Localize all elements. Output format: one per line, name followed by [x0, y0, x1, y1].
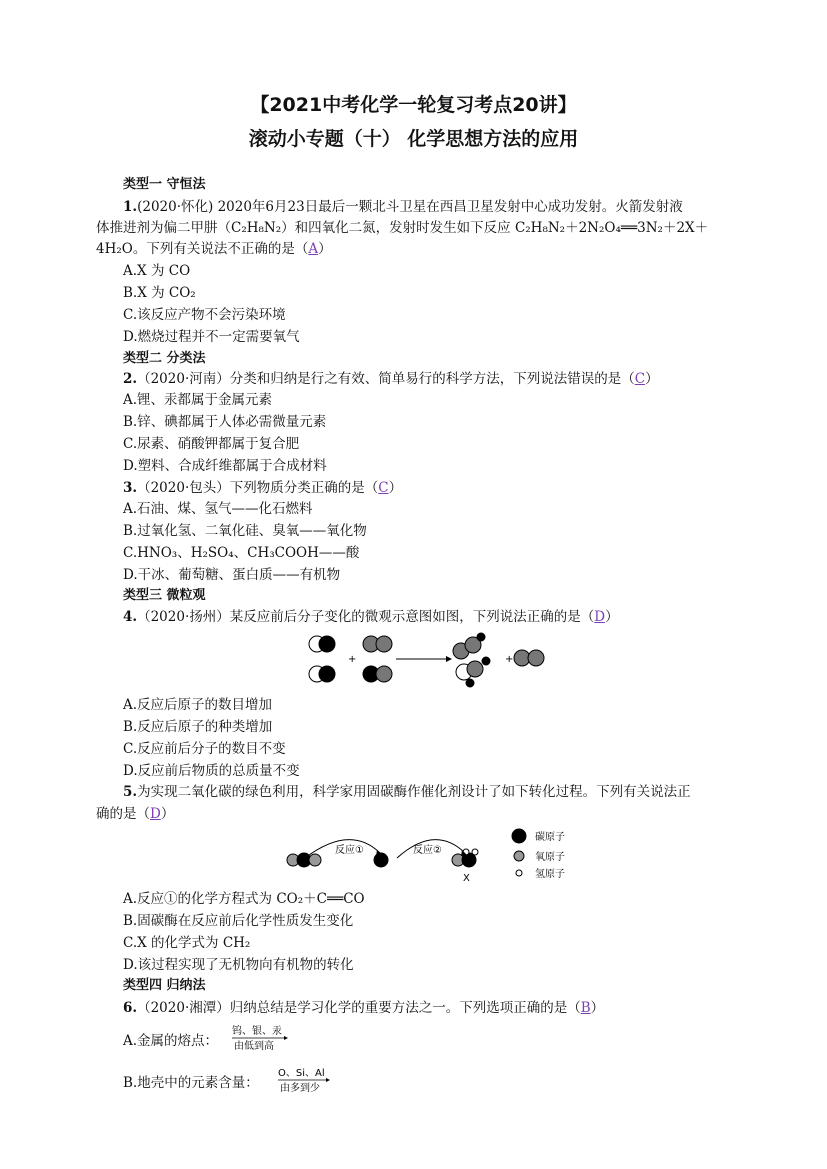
legend-oxygen: 氧原子 — [535, 852, 565, 863]
q1-line-3: 4H₂O。下列有关说法不正确的是（A） — [96, 241, 332, 257]
q6-answer: B — [580, 1000, 591, 1016]
section-heading-4: 类型四 归纳法 — [123, 978, 206, 993]
q1-option-d: D.燃烧过程并不一定需要氧气 — [123, 329, 300, 345]
q6-option-a-arrow — [228, 1024, 294, 1054]
q1-line-2: 体推进剂为偏二甲肼（C₂H₈N₂）和四氧化二氮，发射时发生如下反应 C₂H₈N₂＋2N₂O₄══3N₂＋2X＋ — [96, 220, 709, 236]
section-heading-2: 类型二 分类法 — [123, 351, 206, 366]
q4-answer: D — [594, 609, 606, 625]
q3-answer: C — [378, 480, 389, 496]
q2-answer: C — [634, 371, 646, 387]
q2-option-a: A.锂、汞都属于金属元素 — [123, 392, 273, 408]
page-title-1: 【2021中考化学一轮复习考点20讲】 — [250, 94, 577, 116]
q3-option-a: A.石油、煤、氢气——化石燃料 — [123, 501, 313, 517]
plus-sign: + — [348, 654, 357, 665]
svg-text:O、Si、Al: O、Si、Al — [278, 1068, 325, 1079]
svg-text:由多到少: 由多到少 — [280, 1083, 320, 1094]
section-heading-3: 类型三 微粒观 — [123, 588, 206, 603]
q5-answer: D — [150, 806, 161, 822]
svg-text:由低到高: 由低到高 — [234, 1041, 274, 1052]
q1-option-b: B.X 为 CO₂ — [123, 285, 196, 301]
svg-text:钨、银、汞: 钨、银、汞 — [232, 1026, 282, 1037]
q6-option-b: B.地壳中的元素含量： — [123, 1075, 259, 1091]
q4-option-c: C.反应前后分子的数目不变 — [123, 741, 286, 757]
q1-line-1: 1.(2020·怀化) 2020年6月23日最后一颗北斗卫星在西昌卫星发射中心成功发射。火箭发射液 — [123, 199, 683, 215]
q3-option-c: C.HNO₃、H₂SO₄、CH₃COOH——酸 — [123, 545, 360, 561]
q3-option-b: B.过氧化氢、二氧化硅、臭氧——氧化物 — [123, 523, 367, 539]
q3-stem: 3.（2020·包头）下列物质分类正确的是（C） — [123, 480, 403, 496]
q2-option-c: C.尿素、硝酸钾都属于复合肥 — [123, 436, 300, 452]
q4-option-a: A.反应后原子的数目增加 — [123, 697, 273, 713]
q5-line-1: 5.为实现二氧化碳的绿色利用，科学家用固碳酶作催化剂设计了如下转化过程。下列有关说法正 — [123, 784, 691, 800]
q1-answer: A — [308, 241, 319, 257]
reaction-2-label: 反应② — [413, 845, 442, 856]
q5-conversion-diagram — [285, 828, 605, 884]
q2-option-d: D.塑料、合成纤维都属于合成材料 — [123, 458, 327, 474]
reaction-1-label: 反应① — [335, 845, 364, 856]
legend-hydrogen: 氢原子 — [535, 869, 565, 880]
q4-option-b: B.反应后原子的种类增加 — [123, 719, 273, 735]
q2-option-b: B.锌、碘都属于人体必需微量元素 — [123, 414, 327, 430]
q4-stem: 4.（2020·扬州）某反应前后分子变化的微观示意图如图，下列说法正确的是（D） — [123, 609, 619, 625]
section-heading-1: 类型一 守恒法 — [123, 177, 206, 192]
plus-sign: + — [505, 654, 514, 665]
q5-line-2: 确的是（D） — [96, 806, 175, 822]
q6-stem: 6.（2020·湘潭）归纳总结是学习化学的重要方法之一。下列选项正确的是（B） — [123, 1000, 605, 1016]
q2-stem: 2.（2020·河南）分类和归纳是行之有效、简单易行的科学方法，下列说法错误的是（C） — [123, 371, 659, 387]
q5-option-c: C.X 的化学式为 CH₂ — [123, 935, 251, 951]
q5-option-b: B.固碳酶在反应前后化学性质发生变化 — [123, 913, 354, 929]
q3-option-d: D.干冰、葡萄糖、蛋白质——有机物 — [123, 567, 341, 583]
q4-molecule-diagram — [300, 628, 560, 694]
q6-option-a: A.金属的熔点： — [123, 1033, 219, 1049]
q5-option-a: A.反应①的化学方程式为 CO₂＋C══CO — [123, 891, 365, 907]
q1-option-a: A.X 为 CO — [123, 263, 191, 279]
x-label: X — [463, 873, 470, 884]
legend-carbon: 碳原子 — [535, 832, 565, 843]
q6-option-b-arrow — [274, 1066, 340, 1096]
q4-option-d: D.反应前后物质的总质量不变 — [123, 763, 300, 779]
q1-option-c: C.该反应产物不会污染环境 — [123, 307, 286, 323]
page-title-2: 滚动小专题（十） 化学思想方法的应用 — [248, 128, 579, 150]
q5-option-d: D.该过程实现了无机物向有机物的转化 — [123, 957, 354, 973]
